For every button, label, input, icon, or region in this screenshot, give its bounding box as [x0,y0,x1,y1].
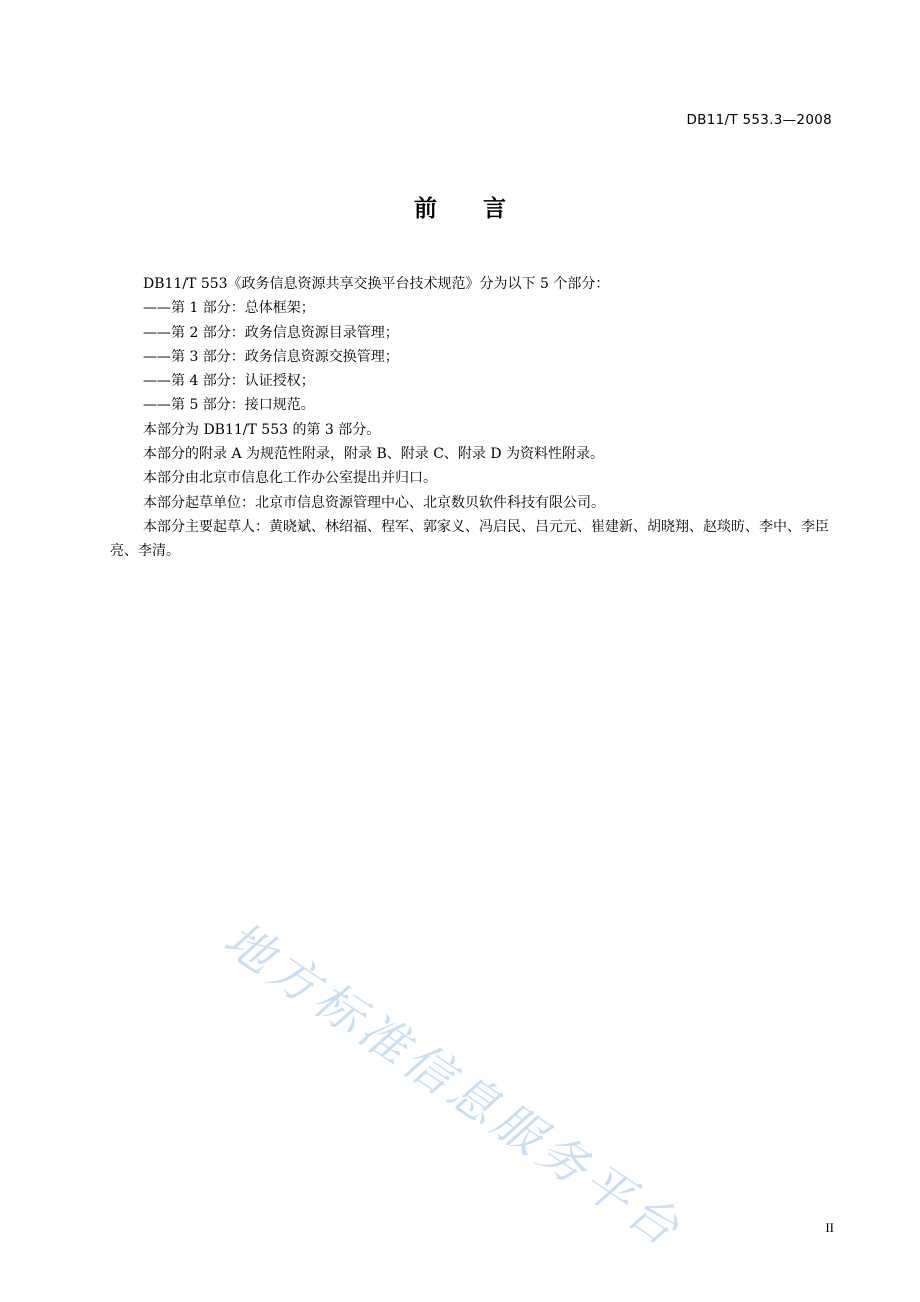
page-number: II [825,1220,834,1235]
paragraph-appendices: 本部分的附录 A 为规范性附录，附录 B、附录 C、附录 D 为资料性附录。 [143,446,605,463]
list-item-part-1: ——第 1 部分：总体框架； [143,300,315,317]
document-code: DB11/T 553.3—2008 [686,112,832,128]
title-char-2: 言 [483,196,506,222]
paragraph-proposer: 本部分由北京市信息化工作办公室提出并归口。 [143,470,437,487]
list-item-part-2: ——第 2 部分：政务信息资源目录管理； [143,324,399,341]
list-item-part-4: ——第 4 部分：认证授权； [143,373,315,390]
list-item-part-5: ——第 5 部分：接口规范。 [143,397,315,414]
page-title [0,190,920,223]
foreword-body [110,272,836,564]
paragraph-drafting-units: 本部分起草单位：北京市信息资源管理中心、北京数贝软件科技有限公司。 [143,494,605,511]
list-item-part-3: ——第 3 部分：政务信息资源交换管理； [143,348,399,365]
paragraph-parts-intro: DB11/T 553《政务信息资源共享交换平台技术规范》分为以下 5 个部分： [143,276,610,292]
paragraph-drafters: 本部分主要起草人：黄晓斌、林绍福、程军、郭家义、冯启民、吕元元、崔建新、胡晓翔、赵琰昉、李中、李臣亮、李清。 [110,518,829,560]
watermark: 地方标准信息服务平台 [213,911,693,1260]
title-char-1: 前 [414,196,437,222]
paragraph-this-part: 本部分为 DB11/T 553 的第 3 部分。 [143,421,381,438]
